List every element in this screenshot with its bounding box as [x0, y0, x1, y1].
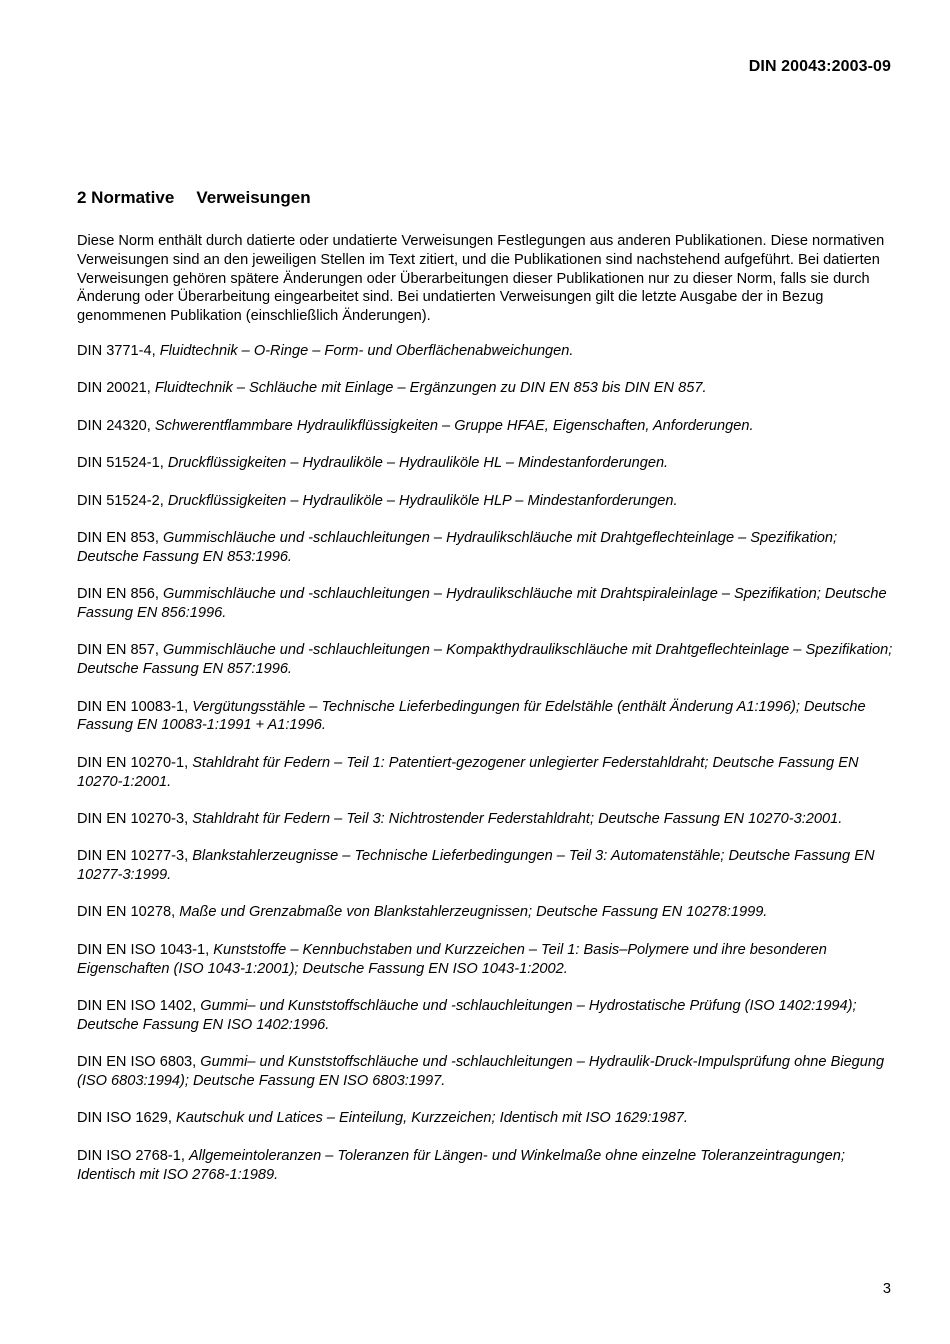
reference-item	[77, 342, 895, 361]
reference-item	[77, 379, 895, 398]
reference-code: DIN EN 853,	[77, 529, 159, 546]
reference-title: Allgemeintoleranzen – Toleranzen für Längen- und Winkelmaße ohne einzelne Toleranzeintragungen; Identisch mit ISO 2768-1:1989.	[77, 1147, 845, 1183]
reference-title: Vergütungsstähle – Technische Lieferbedingungen für Edelstähle (enthält Änderung A1:1996); Deutsche Fassung EN 10083-1:1991 + A1:1996.	[77, 698, 866, 734]
section-number: 2 Normative	[77, 188, 175, 207]
reference-code: DIN EN 10277-3,	[77, 848, 189, 865]
reference-item	[77, 698, 895, 736]
reference-item	[77, 754, 895, 792]
reference-code: DIN 20021,	[77, 380, 151, 397]
section-title: Verweisungen	[196, 188, 311, 207]
reference-title: Fluidtechnik – Schläuche mit Einlage – Ergänzungen zu DIN EN 853 bis DIN EN 857.	[154, 380, 707, 397]
reference-item	[77, 454, 895, 473]
reference-code: DIN EN 10083-1,	[77, 698, 189, 715]
reference-code: DIN EN 10270-3,	[77, 810, 189, 827]
reference-item	[77, 641, 895, 679]
reference-title: Fluidtechnik – O-Ringe – Form- und Oberflächenabweichungen.	[159, 343, 574, 359]
reference-title: Druckflüssigkeiten – Hydrauliköle – Hydrauliköle HLP – Mindestanforderungen.	[167, 492, 678, 509]
reference-item	[77, 810, 895, 829]
reference-code: DIN EN 10270-1,	[77, 754, 189, 771]
section-intro: Diese Norm enthält durch datierte oder undatierte Verweisungen Festlegungen aus anderen Publikationen. Diese normativen Verweisungen sind an den jeweiligen Stellen im Text zitiert, und die Publikationen sind nachstehend aufgeführt. Bei datierten Verweisungen gehören spätere Änderungen oder Überarbeitungen dieser Publikationen nur zu dieser Norm, falls sie durch Änderung oder Überarbeitung eingearbeitet sind. Bei undatierten Verweisungen gilt die letzte Ausgabe der in Bezug genommenen Publikation (einschließlich Änderungen).	[77, 233, 885, 325]
reference-item	[77, 585, 895, 623]
reference-item	[77, 417, 895, 436]
reference-title: Gummischläuche und -schlauchleitungen – Kompakthydraulikschläuche mit Drahtgeflechteinlage – Spezifikation; Deutsche Fassung EN 857:1996.	[77, 642, 893, 678]
reference-title: Kunststoffe – Kennbuchstaben und Kurzzeichen – Teil 1: Basis–Polymere und ihre besonderen Eigenschaften (ISO 1043-1:2001); Deutsche Fassung EN ISO 1043-1:2002.	[77, 941, 827, 977]
reference-item	[77, 1147, 895, 1185]
reference-title: Druckflüssigkeiten – Hydrauliköle – Hydrauliköle HL – Mindestanforderungen.	[167, 455, 669, 472]
reference-title: Blankstahlerzeugnisse – Technische Lieferbedingungen – Teil 3: Automatenstähle; Deutsche Fassung EN 10277-3:1999.	[77, 848, 875, 884]
reference-title: Schwerentflammbare Hydraulikflüssigkeiten – Gruppe HFAE, Eigenschaften, Anforderungen.	[154, 417, 754, 434]
reference-code: DIN 3771-4,	[77, 343, 156, 359]
reference-item	[77, 997, 895, 1035]
reference-title: Gummischläuche und -schlauchleitungen – Hydraulikschläuche mit Drahtgeflechteinlage – Spezifikation; Deutsche Fassung EN 853:1996.	[77, 529, 838, 565]
page-number: 3	[882, 1281, 891, 1297]
reference-title: Stahldraht für Federn – Teil 1: Patentiert-gezogener unlegierter Federstahldraht; Deutsche Fassung EN 10270-1:2001.	[77, 754, 859, 790]
reference-title: Maße und Grenzabmaße von Blankstahlerzeugnissen; Deutsche Fassung EN 10278:1999.	[179, 904, 768, 921]
reference-list	[77, 342, 895, 1203]
reference-code: DIN 51524-1,	[77, 455, 164, 472]
reference-code: DIN EN ISO 1043-1,	[77, 941, 210, 958]
reference-item	[77, 1053, 895, 1091]
reference-title: Kautschuk und Latices – Einteilung, Kurzzeichen; Identisch mit ISO 1629:1987.	[175, 1110, 688, 1127]
reference-code: DIN ISO 1629,	[77, 1110, 172, 1127]
section-heading	[77, 188, 311, 208]
reference-item	[77, 903, 895, 922]
reference-code: DIN ISO 2768-1,	[77, 1147, 185, 1164]
reference-code: DIN EN ISO 1402,	[77, 998, 197, 1015]
reference-code: DIN EN ISO 6803,	[77, 1054, 197, 1071]
document-id: DIN 20043:2003-09	[748, 58, 891, 75]
reference-code: DIN 51524-2,	[77, 492, 164, 509]
reference-title: Stahldraht für Federn – Teil 3: Nichtrostender Federstahldraht; Deutsche Fassung EN 10270-3:2001.	[192, 810, 843, 827]
reference-item	[77, 941, 895, 979]
reference-code: DIN EN 857,	[77, 642, 159, 659]
reference-item	[77, 529, 895, 567]
reference-title: Gummischläuche und -schlauchleitungen – Hydraulikschläuche mit Drahtspiraleinlage – Spezifikation; Deutsche Fassung EN 856:1996.	[77, 586, 887, 621]
reference-item	[77, 847, 895, 885]
reference-code: DIN EN 10278,	[77, 904, 176, 921]
reference-title: Gummi– und Kunststoffschläuche und -schlauchleitungen – Hydrostatische Prüfung (ISO 1402:1994); Deutsche Fassung EN ISO 1402:1996.	[77, 998, 857, 1033]
reference-item	[77, 492, 895, 511]
reference-code: DIN 24320,	[77, 417, 151, 434]
reference-title: Gummi– und Kunststoffschläuche und -schlauchleitungen – Hydraulik-Druck-Impulsprüfung ohne Biegung (ISO 6803:1994); Deutsche Fassung EN ISO 6803:1997.	[77, 1054, 885, 1090]
reference-code: DIN EN 856,	[77, 586, 159, 603]
reference-item	[77, 1109, 895, 1128]
